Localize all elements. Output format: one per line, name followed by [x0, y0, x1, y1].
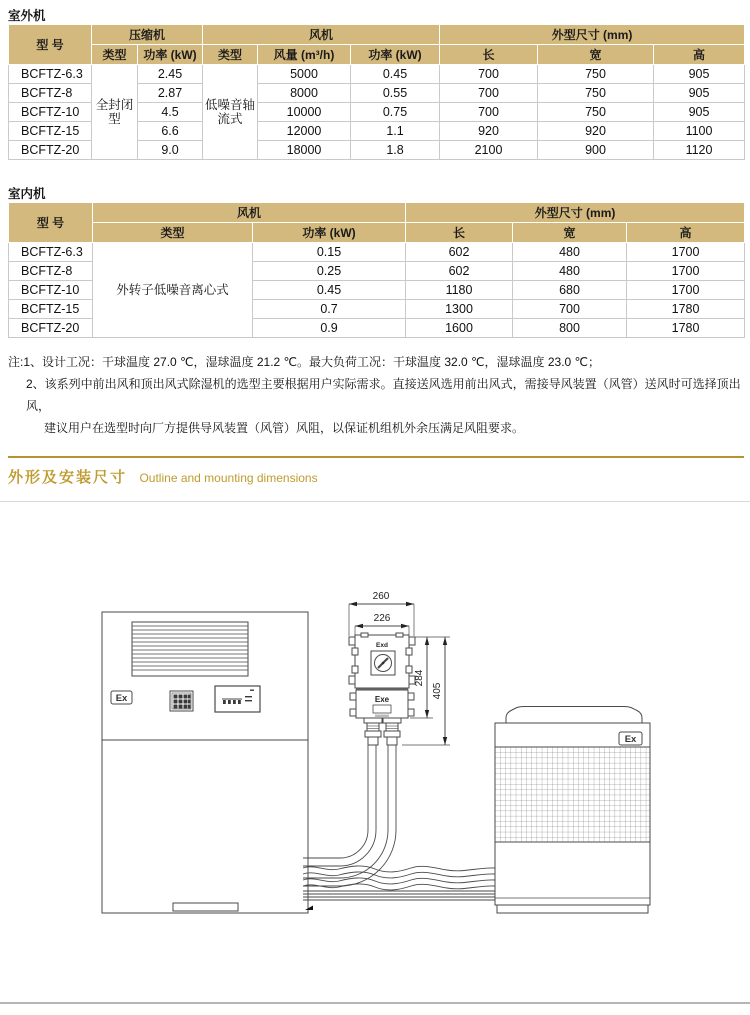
dim-226-label: 226 — [373, 613, 391, 624]
outline-drawing — [0, 548, 750, 998]
cell-comp-power: 4.5 — [138, 103, 203, 122]
table-header-row — [9, 223, 745, 243]
ex-label-indoor: Ex — [115, 693, 128, 704]
cell-height: 905 — [654, 103, 745, 122]
cell-fan-power: 0.45 — [253, 281, 406, 300]
cell-fan-power: 0.15 — [253, 243, 406, 262]
header-height: 高 — [627, 223, 745, 243]
note-line-2: 2、该系列中前出风和顶出风式除湿机的选型主要根据用户实际需求。直接送风选用前出风式，需接导风装置（风管）送风时可选择顶出风， — [26, 377, 741, 413]
cell-fan-power: 0.55 — [351, 84, 440, 103]
cell-comp-power: 9.0 — [138, 141, 203, 160]
cell-width: 750 — [538, 103, 654, 122]
outdoor-section-title: 室外机 — [8, 9, 46, 23]
cell-model: BCFTZ-8 — [9, 262, 93, 281]
cell-height: 1100 — [654, 122, 745, 141]
dim-284-label: 284 — [414, 669, 425, 687]
cell-model: BCFTZ-15 — [9, 122, 92, 141]
cell-width: 750 — [538, 84, 654, 103]
header-dimensions-group: 外型尺寸 (mm) — [440, 25, 745, 45]
cell-length: 1300 — [406, 300, 513, 319]
table-header-row — [9, 25, 745, 45]
header-fan-group: 风机 — [203, 25, 440, 45]
cell-height: 1120 — [654, 141, 745, 160]
section-heading — [8, 466, 318, 487]
cell-width: 480 — [513, 262, 627, 281]
dim-260-label: 260 — [372, 591, 390, 602]
cell-model: BCFTZ-10 — [9, 281, 93, 300]
cell-airflow: 18000 — [258, 141, 351, 160]
cell-width: 700 — [513, 300, 627, 319]
cell-airflow: 8000 — [258, 84, 351, 103]
table-row — [9, 65, 745, 84]
lower-junction-box — [350, 689, 414, 718]
display-panel — [215, 686, 260, 712]
cell-length: 700 — [440, 65, 538, 84]
cell-fan-power: 1.1 — [351, 122, 440, 141]
cell-fan-power: 0.45 — [351, 65, 440, 84]
indoor-section-title: 室内机 — [8, 187, 46, 201]
cell-model: BCFTZ-20 — [9, 141, 92, 160]
header-comp-power: 功率 (kW) — [138, 45, 203, 65]
notes-block — [8, 351, 744, 439]
header-length: 长 — [440, 45, 538, 65]
indoor-spec-table — [8, 202, 745, 338]
cell-model: BCFTZ-6.3 — [9, 243, 93, 262]
cell-length: 1180 — [406, 281, 513, 300]
cell-airflow: 12000 — [258, 122, 351, 141]
cell-airflow: 10000 — [258, 103, 351, 122]
section-heading-zh: 外形及安装尺寸 — [8, 469, 128, 486]
cell-width: 900 — [538, 141, 654, 160]
cell-model: BCFTZ-15 — [9, 300, 93, 319]
header-compressor-group: 压缩机 — [92, 25, 203, 45]
header-width: 宽 — [538, 45, 654, 65]
exd-label: Exd — [376, 642, 388, 649]
header-width: 宽 — [513, 223, 627, 243]
gold-divider — [8, 456, 744, 458]
cable-runs — [303, 745, 495, 900]
indoor-nameplate — [173, 903, 238, 911]
cell-length: 920 — [440, 122, 538, 141]
ex-marking-outdoor — [619, 732, 642, 745]
keypad-panel — [170, 691, 193, 711]
cell-length: 602 — [406, 262, 513, 281]
cell-width: 680 — [513, 281, 627, 300]
cell-model: BCFTZ-20 — [9, 319, 93, 338]
cell-fan-power: 0.9 — [253, 319, 406, 338]
cell-height: 905 — [654, 84, 745, 103]
outdoor-base — [497, 905, 648, 913]
cell-fan-power: 0.25 — [253, 262, 406, 281]
cell-airflow: 5000 — [258, 65, 351, 84]
cell-comp-power: 6.6 — [138, 122, 203, 141]
cell-model: BCFTZ-10 — [9, 103, 92, 122]
cell-height: 1780 — [627, 319, 745, 338]
indoor-unit-drawing — [102, 612, 313, 913]
header-fan-type: 类型 — [203, 45, 258, 65]
header-fan-power: 功率 (kW) — [351, 45, 440, 65]
cell-comp-type-merged: 全封闭型 — [92, 65, 138, 160]
cell-length: 2100 — [440, 141, 538, 160]
cell-fan-type-merged: 低噪音轴流式 — [203, 65, 258, 160]
cell-length: 602 — [406, 243, 513, 262]
note-line-3: 建议用户在选型时向厂方提供导风装置（风管）风阻，以保证机组机外余压满足风阻要求。 — [44, 421, 525, 435]
cell-width: 480 — [513, 243, 627, 262]
cell-comp-power: 2.45 — [138, 65, 203, 84]
cable-glands — [364, 718, 401, 745]
outdoor-unit-drawing — [495, 707, 650, 914]
header-fan-group: 风机 — [93, 203, 406, 223]
louver-grille — [132, 622, 248, 676]
cell-length: 700 — [440, 103, 538, 122]
cell-height: 1700 — [627, 262, 745, 281]
header-model: 型 号 — [9, 25, 92, 65]
ex-marking-indoor — [111, 691, 132, 704]
cell-fan-type-merged: 外转子低噪音离心式 — [93, 243, 253, 338]
cell-width: 920 — [538, 122, 654, 141]
mesh-grille — [495, 747, 650, 842]
header-length: 长 — [406, 223, 513, 243]
dim-284 — [410, 637, 450, 718]
section-heading-en: Outline and mounting dimensions — [139, 471, 318, 485]
cell-fan-power: 1.8 — [351, 141, 440, 160]
cell-model: BCFTZ-8 — [9, 84, 92, 103]
cell-height: 1700 — [627, 243, 745, 262]
header-dimensions-group: 外型尺寸 (mm) — [406, 203, 745, 223]
header-fan-power: 功率 (kW) — [253, 223, 406, 243]
exe-label: Exe — [374, 695, 390, 704]
page-bottom-divider — [0, 1002, 750, 1004]
cell-fan-power: 0.75 — [351, 103, 440, 122]
cell-height: 905 — [654, 65, 745, 84]
dim-405-label: 405 — [432, 682, 443, 700]
note-line-1: 注:1、设计工况：干球温度 27.0 ℃，湿球温度 21.2 ℃。最大负荷工况：干球温度 32.0 ℃，湿球温度 23.0 ℃； — [8, 355, 601, 369]
table-header-row — [9, 203, 745, 223]
cell-height: 1700 — [627, 281, 745, 300]
cell-length: 1600 — [406, 319, 513, 338]
header-fan-type: 类型 — [93, 223, 253, 243]
gray-divider — [0, 501, 750, 502]
header-model: 型 号 — [9, 203, 93, 243]
cell-fan-power: 0.7 — [253, 300, 406, 319]
table-header-row — [9, 45, 745, 65]
upper-junction-box — [349, 633, 415, 688]
cell-length: 700 — [440, 84, 538, 103]
cell-model: BCFTZ-6.3 — [9, 65, 92, 84]
ex-label-outdoor: Ex — [624, 734, 637, 745]
table-row — [9, 243, 745, 262]
outdoor-spec-table — [8, 24, 745, 160]
cell-width: 750 — [538, 65, 654, 84]
cell-comp-power: 2.87 — [138, 84, 203, 103]
header-fan-airflow: 风量 (m³/h) — [258, 45, 351, 65]
cell-height: 1780 — [627, 300, 745, 319]
header-height: 高 — [654, 45, 745, 65]
control-box-drawing — [349, 591, 450, 745]
cell-width: 800 — [513, 319, 627, 338]
header-comp-type: 类型 — [92, 45, 138, 65]
